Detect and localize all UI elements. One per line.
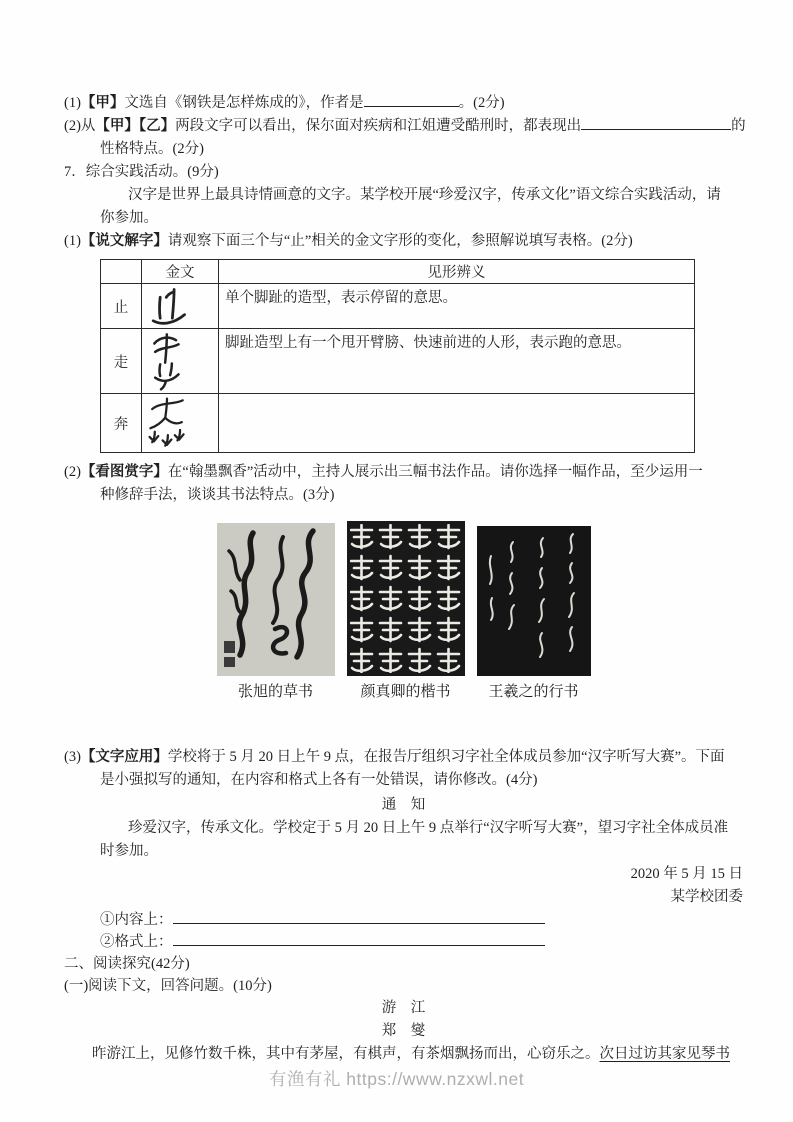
notice-signer: 某学校团委 bbox=[670, 889, 743, 905]
question-7-title: 7．综合实践活动。(9分) bbox=[64, 164, 219, 180]
row-glyph-cell bbox=[142, 329, 219, 394]
table-row-zou bbox=[101, 329, 695, 394]
passage-text: 昨游江上，见修竹数千株，其中有茅屋，有棋声，有茶烟飘扬而出，心窃乐之。 bbox=[92, 1046, 600, 1062]
row-meaning-zou: 脚趾造型上有一个甩开臂膀、快速前进的人形，表示跑的意思。 bbox=[219, 329, 695, 394]
question-5-2-cont: 性格特点。(2分) bbox=[100, 141, 204, 157]
fix-content-line bbox=[100, 909, 743, 931]
passage-author: 郑 燮 bbox=[381, 1023, 426, 1039]
sub1-number: (1) bbox=[64, 233, 81, 249]
sub3-label: 【文字应用】 bbox=[80, 749, 168, 765]
q7-sub2-title bbox=[64, 461, 743, 484]
notice-body-line2: 时参加。 bbox=[100, 843, 158, 859]
q7-sub3-title bbox=[64, 746, 743, 769]
sub1-text: 请观察下面三个与“止”相关的金文字形的变化，参照解说填写表格。(2分) bbox=[167, 233, 633, 249]
row-meaning-zhi: 单个脚趾的造型，表示停留的意思。 bbox=[219, 284, 695, 329]
bronze-script-zhi-icon bbox=[144, 286, 192, 326]
caption-wangxizhi-running: 王羲之的行书 bbox=[488, 684, 579, 700]
q2-after: 的 bbox=[731, 118, 746, 134]
table-header-meaning: 见形辨义 bbox=[219, 260, 695, 284]
q7-intro-line2: 你参加。 bbox=[100, 210, 158, 226]
fix-format-label: ②格式上： bbox=[100, 934, 173, 950]
caption-zhangxu-cursive: 张旭的草书 bbox=[237, 684, 313, 700]
row-char-ben: 奔 bbox=[101, 394, 142, 453]
q7-sub3-cont: 是小强拟写的通知，在内容和格式上各有一处错误，请你修改。(4分) bbox=[100, 772, 538, 788]
fix-format-blank bbox=[173, 931, 545, 946]
passage-body-line1 bbox=[92, 1043, 743, 1066]
notice-body-line1: 珍爱汉字，传承文化。学校定于 5 月 20 日上午 9 点举行“汉字听写大赛”，望习字社全体成员准 bbox=[128, 820, 729, 836]
calligraphy-images bbox=[64, 521, 743, 676]
row-char-zhi: 止 bbox=[101, 284, 142, 329]
sub2-text-line1: 在“翰墨飘香”活动中，主持人展示出三幅书法作品。请你选择一幅作品，至少运用一 bbox=[167, 464, 703, 480]
wangxizhi-running-artwork bbox=[477, 526, 591, 676]
table-header-row bbox=[101, 260, 695, 284]
table-corner-cell bbox=[101, 260, 142, 284]
bronze-script-zou-icon bbox=[144, 331, 188, 391]
question-5-2 bbox=[64, 115, 746, 138]
q2-answer-blank bbox=[581, 115, 731, 130]
fix-content-blank bbox=[173, 909, 545, 924]
table-header-jinwen: 金文 bbox=[142, 260, 219, 284]
bronze-script-ben-icon bbox=[144, 396, 190, 450]
caption-yanzhenqing-regular: 颜真卿的楷书 bbox=[360, 684, 451, 700]
passage-title: 游 江 bbox=[381, 1000, 426, 1016]
q2-text: 两段文字可以看出，保尔面对疾病和江姐遭受酷刑时，都表现出 bbox=[175, 118, 582, 134]
section-2-title: 二、阅读探究(42分) bbox=[64, 956, 190, 972]
q7-sub2-cont: 种修辞手法，谈谈其书法特点。(3分) bbox=[100, 487, 335, 503]
row-char-zou: 走 bbox=[101, 329, 142, 394]
q7-sub1-title bbox=[64, 230, 743, 253]
fix-content-label: ①内容上： bbox=[100, 912, 173, 928]
notice-date: 2020 年 5 月 15 日 bbox=[630, 866, 743, 882]
bronze-script-table bbox=[100, 259, 695, 453]
sub1-label: 【说文解字】 bbox=[80, 233, 168, 249]
table-row-ben bbox=[101, 394, 695, 453]
q1-source-label: 【甲】 bbox=[80, 95, 125, 111]
notice-title: 通 知 bbox=[381, 797, 426, 813]
sub2-label: 【看图赏字】 bbox=[80, 464, 168, 480]
fix-format-line bbox=[100, 931, 743, 953]
q7-intro-line1: 汉字是世界上最具诗情画意的文字。某学校开展“珍爱汉字，传承文化”语文综合实践活动，请 bbox=[128, 187, 721, 203]
sub3-text-line1: 学校将于 5 月 20 日上午 9 点，在报告厅组织习字社全体成员参加“汉字听写大赛”。下面 bbox=[167, 749, 725, 765]
row-glyph-cell bbox=[142, 284, 219, 329]
sub3-number: (3) bbox=[64, 749, 81, 765]
calligraphy-captions bbox=[64, 681, 743, 704]
sub2-number: (2) bbox=[64, 464, 81, 480]
table-row-zhi bbox=[101, 284, 695, 329]
question-5-1 bbox=[64, 92, 743, 115]
site-footer: 有渔有礼 https://www.nzxwl.net bbox=[268, 1069, 525, 1089]
zhangxu-cursive-artwork bbox=[217, 523, 335, 676]
row-glyph-cell bbox=[142, 394, 219, 453]
yanzhenqing-regular-artwork bbox=[347, 521, 465, 676]
q1-text: 文选自《钢铁是怎样炼成的》，作者是 bbox=[124, 95, 364, 111]
q1-answer-blank bbox=[364, 92, 459, 107]
q2-source-label: 【甲】【乙】 bbox=[95, 118, 176, 134]
q2-number: (2) bbox=[64, 118, 81, 134]
row-meaning-ben bbox=[219, 394, 695, 453]
section-2-part1-title: (一)阅读下文，回答问题。(10分) bbox=[64, 978, 272, 994]
q1-score: 。(2分) bbox=[458, 95, 505, 111]
passage-underlined-text: 次日过访其家见琴书 bbox=[599, 1046, 730, 1062]
q1-number: (1) bbox=[64, 95, 81, 111]
q2-pre: 从 bbox=[80, 118, 96, 134]
